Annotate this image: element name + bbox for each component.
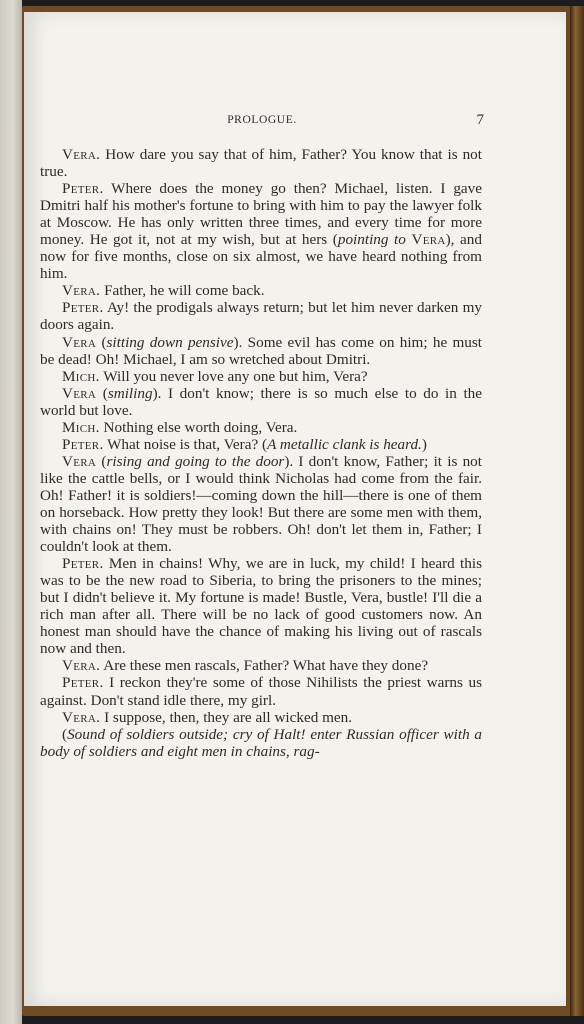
dialogue-text: Will you never love any one but him, Vera?	[99, 367, 368, 385]
speaker-name: Vera	[62, 333, 97, 351]
speaker-name: Mich.	[62, 367, 100, 385]
stage-direction-text: rising and going to the door	[106, 452, 285, 470]
dialogue-text: Vera	[411, 231, 446, 249]
dialogue-text: Nothing else worth doing, Vera.	[99, 418, 298, 436]
dialogue-paragraph	[40, 282, 482, 299]
dialogue-text: (	[96, 452, 107, 470]
speaker-name: Peter.	[62, 674, 104, 692]
stage-direction-text: smiling	[107, 384, 153, 402]
dialogue-text: ), and now for five months, close on six almost, we have heard nothing from him.	[40, 231, 482, 283]
dialogue-text: Father, he will come back.	[100, 282, 265, 300]
speaker-name: Vera	[62, 452, 97, 470]
stage-direction-text: pointing to	[337, 231, 406, 249]
dialogue-paragraph	[40, 334, 482, 368]
stage-direction-text: A metallic clank is heard.	[267, 435, 422, 453]
dialogue-text: (	[96, 384, 108, 402]
dialogue-text: (	[96, 333, 107, 351]
dialogue-paragraph	[40, 674, 482, 708]
dialogue-paragraph	[40, 146, 482, 180]
dialogue-paragraph	[40, 180, 482, 282]
speaker-name: Peter.	[62, 180, 104, 198]
dialogue-text: )	[421, 435, 427, 453]
dialogue-paragraph	[40, 419, 482, 436]
stage-direction-text: sitting down pensive	[106, 333, 234, 351]
dialogue-text: Are these men rascals, Father? What have they done?	[100, 657, 429, 675]
stage-direction-text: Sound of soldiers outside; cry of Halt! enter Russian officer with a body of soldiers and eight men in chains, rag-	[40, 725, 482, 760]
speaker-name: Peter.	[62, 555, 104, 573]
dialogue-text: I suppose, then, they are all wicked men.	[100, 708, 353, 726]
dialogue-text: Where does the money go then? Michael, listen. I gave Dmitri half his mother's fortune to bring with him to pay the lawyer folk at Moscow. He has only written three times, and every time for more money. He got it, not at my wish, but at hers (	[40, 180, 482, 249]
dialogue-paragraph	[40, 368, 482, 385]
dialogue-paragraph	[40, 436, 482, 453]
speaker-name: Vera.	[62, 282, 101, 300]
dialogue-paragraph	[40, 555, 482, 657]
dialogue-text: What noise is that, Vera? (	[103, 435, 268, 453]
page-number: 7	[476, 112, 484, 128]
speaker-name: Vera.	[62, 657, 101, 675]
speaker-name: Vera	[62, 384, 97, 402]
dialogue-text: Ay! the prodigals always return; but let him never darken my doors again.	[40, 299, 482, 334]
speaker-name: Peter.	[62, 435, 104, 453]
dialogue-paragraph	[40, 453, 482, 555]
stage-direction	[40, 726, 482, 760]
dialogue-text: ). I don't know; there is so much else to do in the world but love.	[40, 384, 482, 419]
dialogue-paragraph	[40, 385, 482, 419]
dialogue-paragraph	[40, 657, 482, 674]
speaker-name: Mich.	[62, 418, 100, 436]
speaker-name: Peter.	[62, 299, 104, 317]
speaker-name: Vera.	[62, 708, 101, 726]
running-head	[40, 112, 484, 132]
dialogue-paragraph	[40, 299, 482, 333]
page-body	[40, 146, 482, 760]
running-title: PROLOGUE.	[227, 114, 297, 126]
binding-edge	[570, 6, 584, 1016]
speaker-name: Vera.	[62, 146, 101, 163]
left-page-edge	[0, 0, 22, 1024]
dialogue-paragraph	[40, 709, 482, 726]
dialogue-text: ). Some evil has come on him; he must be dead! Oh! Michael, I am so wretched about Dmitri.	[40, 333, 483, 368]
dialogue-text: How dare you say that of him, Father? You know that is not true.	[40, 146, 482, 181]
dialogue-text: (	[62, 725, 68, 743]
dialogue-text: Men in chains! Why, we are in luck, my child! I heard this was to be the new road to Siberia, to bring the prisoners to the mines; but I didn't believe it. My fortune is made! Bustle, Vera, bustle! I'll die a rich man after all. There will be no lack of good customers now. An honest man should have the chance of making his living out of rascals now and then.	[40, 555, 482, 658]
dialogue-text: ). I don't know, Father; it is not like the cattle bells, or I would think Nicholas had come from the fair. Oh! Father! it is soldiers!—coming down the hill—there is one of them on horseback. How pretty they look! But there are some men with them, with chains on! They must be robbers. Oh! don't let them in, Father; I couldn't look at them.	[40, 452, 482, 556]
dialogue-text: I reckon they're some of those Nihilists the priest warns us against. Don't stand idle there, my girl.	[40, 674, 482, 709]
